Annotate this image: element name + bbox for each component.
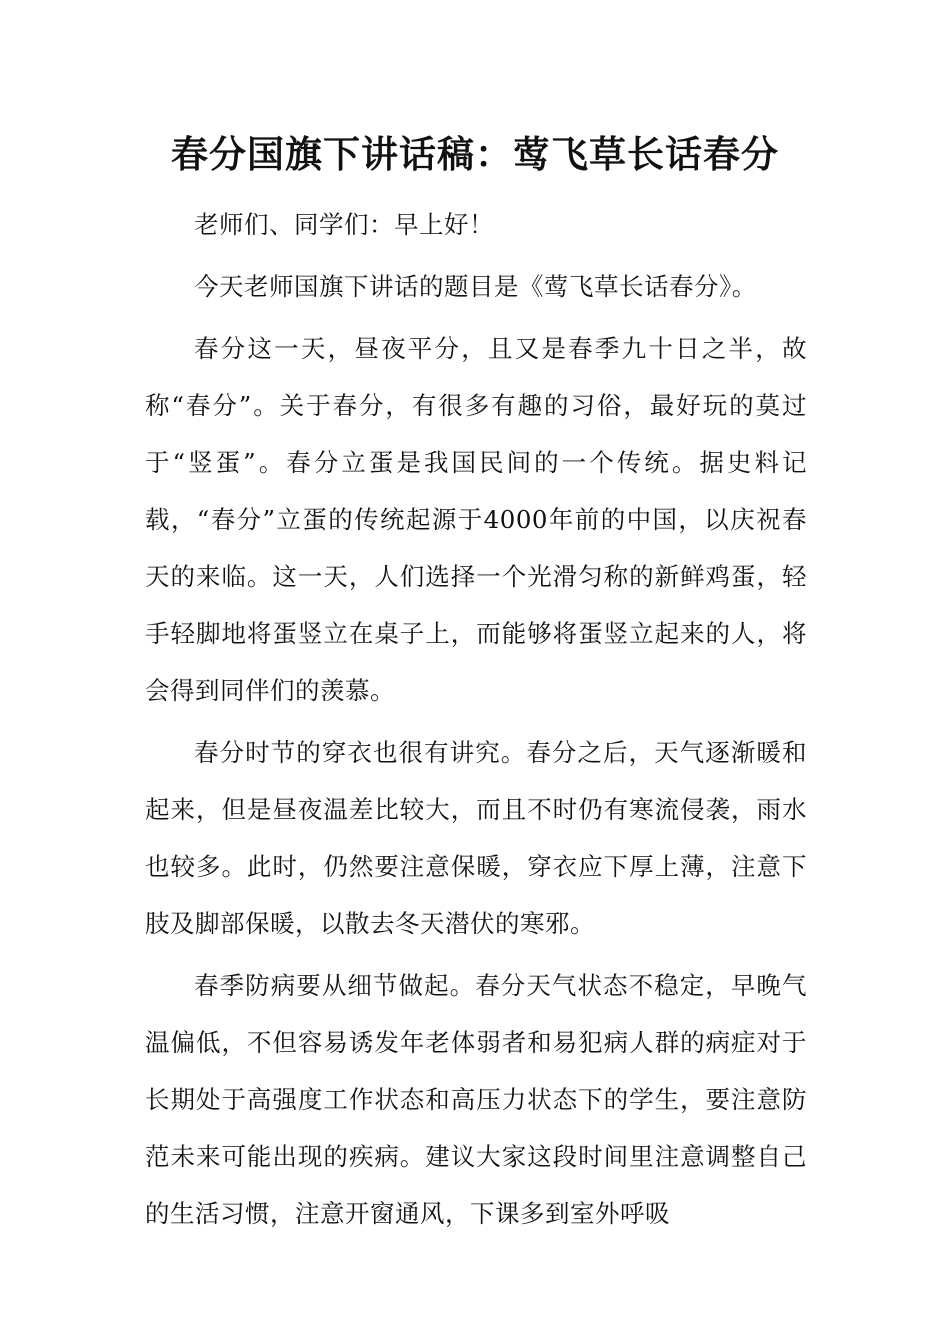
paragraph-health: 春季防病要从细节做起。春分天气状态不稳定，早晚气温偏低，不但容易诱发年老体弱者和易犯病人群的病症对于长期处于高强度工作状态和高压力状态下的学生，要注意防范未来可能出现的疾病。建议大家这段时间里注意调整自己的生活习惯，注意开窗通风，下课多到室外呼吸: [145, 971, 807, 1228]
document-title: 春分国旗下讲话稿：莺飞草长话春分: [171, 132, 779, 176]
paragraph-greeting: 老师们、同学们：早上好！: [194, 210, 494, 239]
paragraph-topic: 今天老师国旗下讲话的题目是《莺飞草长话春分》。: [194, 272, 757, 301]
paragraph-clothing: 春分时节的穿衣也很有讲究。春分之后，天气逐渐暖和起来，但是昼夜温差比较大，而且不时仍有寒流侵袭，雨水也较多。此时，仍然要注意保暖，穿衣应下厚上薄，注意下肢及脚部保暖，以散去冬天潜伏的寒邪。: [145, 738, 807, 938]
paragraph-egg-custom: 春分这一天，昼夜平分，且又是春季九十日之半，故称“春分”。关于春分，有很多有趣的习俗，最好玩的莫过于“竖蛋”。春分立蛋是我国民间的一个传统。据史料记载，“春分”立蛋的传统起源于4000年前的中国，以庆祝春天的来临。这一天，人们选择一个光滑匀称的新鲜鸡蛋，轻手轻脚地将蛋竖立在桌子上，而能够将蛋竖立起来的人，将会得到同伴们的羡慕。: [145, 334, 807, 705]
document-body: [145, 196, 807, 1247]
